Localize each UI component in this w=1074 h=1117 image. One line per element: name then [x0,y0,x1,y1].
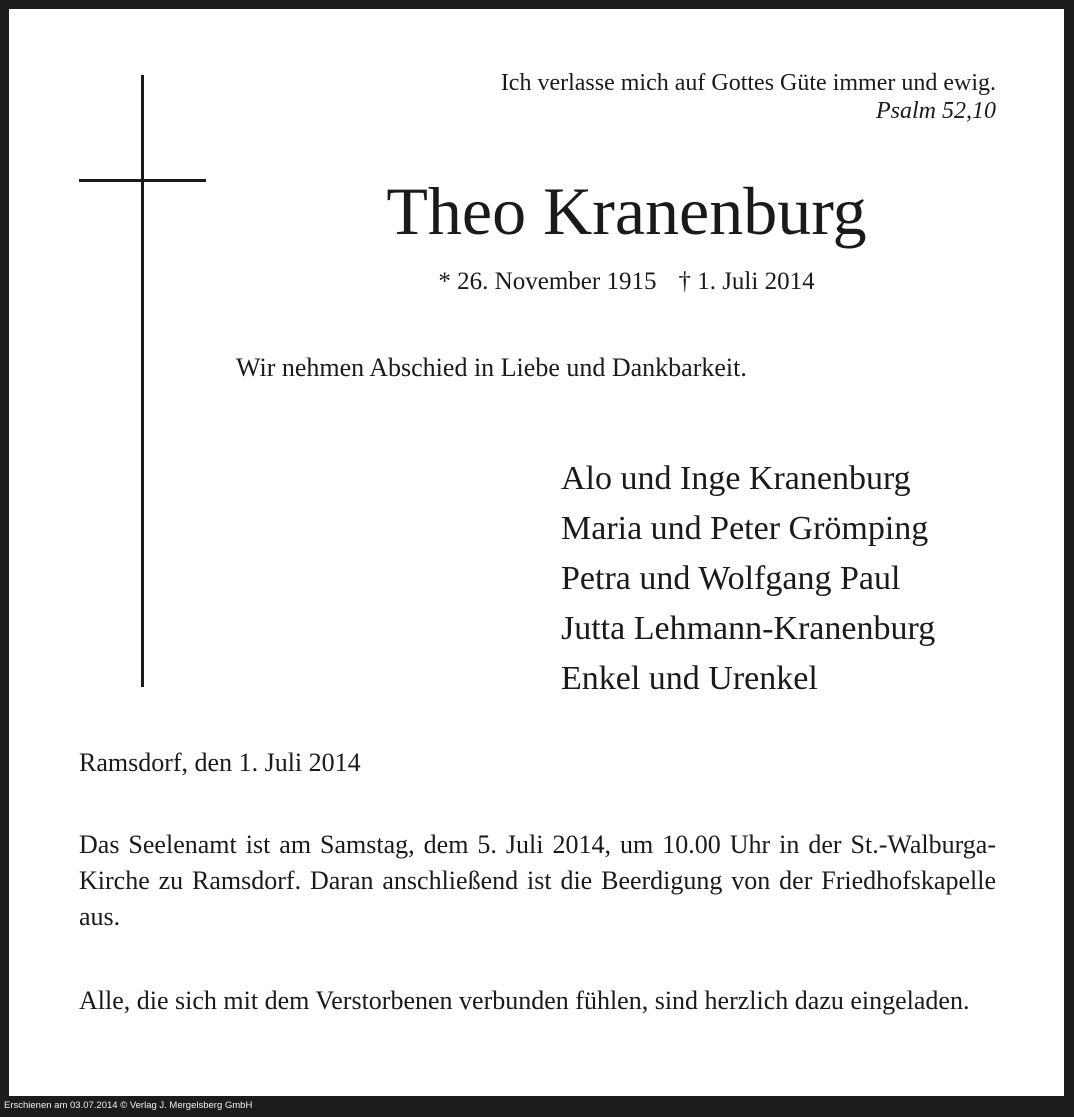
mourner-name: Jutta Lehmann-Kranenburg [561,610,936,647]
cross-symbol-vertical [141,75,144,687]
mourners-list [561,454,935,704]
mourner-name: Enkel und Urenkel [561,660,818,697]
publication-footer: Erschienen am 03.07.2014 © Verlag J. Mergelsberg GmbH [4,1100,253,1111]
mourner-name: Maria und Peter Grömping [561,510,929,547]
psalm-reference: Psalm 52,10 [876,98,996,124]
farewell-line: Wir nehmen Abschied in Liebe und Dankbarkeit. [236,353,747,382]
life-dates [9,267,1074,297]
place-date: Ramsdorf, den 1. Juli 2014 [79,748,361,777]
psalm-quote: Ich verlasse mich auf Gottes Güte immer und ewig. [500,70,996,96]
mourner-name: Alo und Inge Kranenburg [561,460,911,497]
obituary-card [9,9,1064,1096]
psalm-quote-block [501,69,996,125]
invitation-paragraph: Alle, die sich mit dem Verstorbenen verbunden fühlen, sind herzlich dazu eingeladen. [79,986,970,1015]
deceased-name: Theo Kranenburg [386,173,867,249]
death-date: † 1. Juli 2014 [678,268,815,295]
service-paragraph: Das Seelenamt ist am Samstag, dem 5. Juli 2014, um 10.00 Uhr in der St.-Walburga-Kirche zu Ramsdorf. Daran anschließend ist die Beerdigung von der Friedhofskapelle aus. [79,830,996,931]
birth-date: * 26. November 1915 [438,268,657,295]
mourner-name: Petra und Wolfgang Paul [561,560,901,597]
